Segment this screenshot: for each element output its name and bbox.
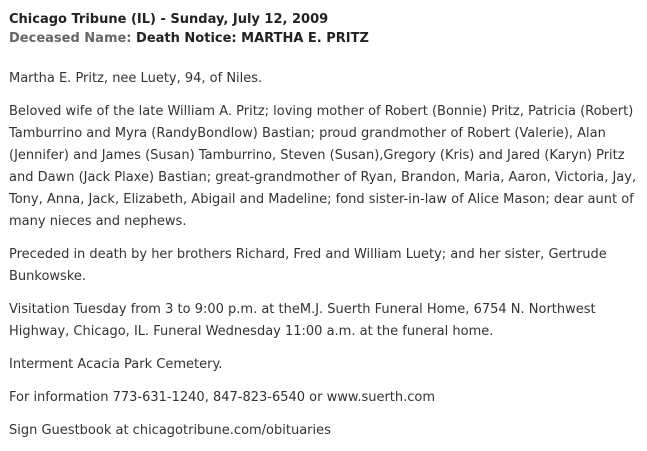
guestbook-paragraph: Sign Guestbook at chicagotribune.com/obituaries [9,423,331,438]
intro-paragraph: Martha E. Pritz, nee Luety, 94, of Niles. [9,71,263,86]
notice-body [9,68,638,442]
notice-header [9,10,638,48]
deceased-line [9,29,638,48]
interment-paragraph: Interment Acacia Park Cemetery. [9,357,223,372]
source-line: Chicago Tribune (IL) - Sunday, July 12, 2009 [9,12,329,27]
visitation-paragraph: Visitation Tuesday from 3 to 9:00 p.m. at theM.J. Suerth Funeral Home, 6754 N. Northwest Highway, Chicago, IL. Funeral Wednesday 11:00 a.m. at the funeral home. [9,302,596,339]
information-paragraph: For information 773-631-1240, 847-823-6540 or www.suerth.com [9,390,436,405]
family-paragraph: Beloved wife of the late William A. Pritz; loving mother of Robert (Bonnie) Pritz, Patricia (Robert) Tamburrino and Myra (RandyBondlow) Bastian; proud grandmother of Robert (Valerie), Alan (Jennifer) and James (Susan) Tamburrino, Steven (Susan),Gregory (Kris) and Jared (Karyn) Pritz and Dawn (Jack Plaxe) Bastian; great-grandmother of Ryan, Brandon, Maria, Aaron, Victoria, Jay, Tony, Anna, Jack, Elizabeth, Abigail and Madeline; fond sister-in-law of Alice Mason; dear aunt of many nieces and nephews. [9,104,637,229]
deceased-label: Deceased Name: [9,31,132,46]
deceased-name: Death Notice: MARTHA E. PRITZ [136,31,369,46]
preceded-paragraph: Preceded in death by her brothers Richard, Fred and William Luety; and her sister, Gertrude Bunkowske. [9,247,607,284]
